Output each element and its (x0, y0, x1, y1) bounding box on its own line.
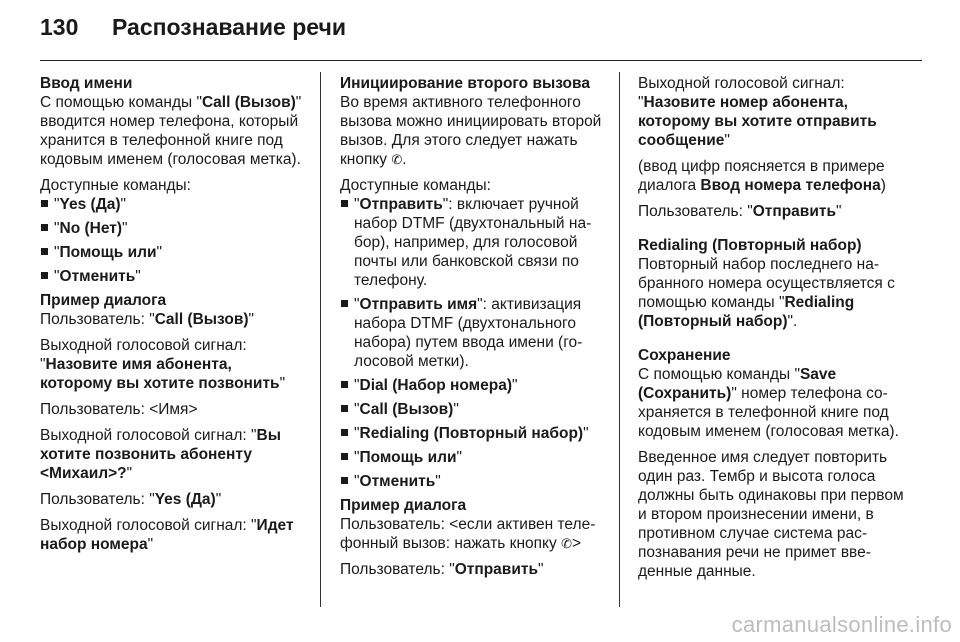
command-list (340, 195, 602, 491)
bullet-icon (341, 300, 348, 307)
available-commands-label: Доступные команды: (340, 177, 491, 194)
dialog-line: Пользователь: "Yes (Да)" (40, 491, 222, 508)
dialog-line: Пользователь: "Отправить" (638, 203, 842, 220)
bullet-icon (41, 272, 48, 279)
phone-icon: ✆ (561, 536, 572, 551)
heading-second-call: Инициирование второго вызова (340, 75, 590, 92)
list-item: "No (Нет)" (40, 219, 302, 238)
column-3 (638, 74, 908, 588)
dialog-line: Выходной голосовой сигнал: "Вы хотите позвонить абоненту <Михаил>?" (40, 427, 281, 482)
bullet-icon (41, 224, 48, 231)
column-divider (619, 72, 620, 607)
list-item: "Отменить" (340, 472, 602, 491)
watermark: carmanualsonline.info (731, 612, 952, 637)
bullet-icon (341, 429, 348, 436)
heading-save: Сохранение (638, 347, 731, 364)
list-item: "Call (Вызов)" (340, 400, 602, 419)
paragraph: Введенное имя следует повторить один раз. Тембр и высота голоса должны быть одинаковы при первом и втором произнесении имени, в противном случае система распознавания речи не примет введенные данные. (638, 449, 904, 580)
paragraph: Во время активного телефонного вызова можно инициировать второй вызов. Для этого следует нажать кнопку ✆. (340, 94, 602, 168)
bullet-icon (41, 248, 48, 255)
list-item: "Помощь или" (340, 448, 602, 467)
dialog-line: Выходной голосовой сигнал: "Назовите номер абонента, которому вы хотите отправить сообщение" (638, 75, 877, 149)
list-item: "Помощь или" (40, 243, 302, 262)
page-header (40, 14, 920, 54)
heading-dialog-example: Пример диалога (340, 497, 467, 514)
list-item: "Отправить": включает ручной набор DTMF (двухтональный набор), например, для голосовой почты или банковской связи по телефону. (340, 195, 602, 290)
bullet-icon (341, 453, 348, 460)
column-1 (40, 74, 302, 561)
column-2 (340, 74, 602, 586)
list-item: "Отправить имя": активизация набора DTMF (двухтонального набора) путем ввода имени (голосовой метки). (340, 295, 602, 371)
paragraph: Повторный набор последнего набранного номера осуществляется с помощью команды "Redialing (Повторный набор)". (638, 256, 895, 330)
available-commands-label: Доступные команды: (40, 177, 191, 194)
paragraph: С помощью команды "Save (Сохранить)" номер телефона сохраняется в телефонной книге под кодовым именем (голосовая метка). (638, 366, 899, 440)
page-number: 130 (40, 14, 79, 40)
bullet-icon (41, 200, 48, 207)
list-item: "Yes (Да)" (40, 195, 302, 214)
dialog-line: Пользователь: "Отправить" (340, 561, 544, 578)
column-divider (320, 72, 321, 607)
dialog-line: Пользователь: <Имя> (40, 401, 198, 418)
heading-name-input: Ввод имени (40, 75, 133, 92)
dialog-line: Пользователь: "Call (Вызов)" (40, 311, 255, 328)
heading-redial: Redialing (Повторный набор) (638, 237, 862, 254)
bullet-icon (341, 200, 348, 207)
list-item: "Redialing (Повторный набор)" (340, 424, 602, 443)
paragraph: С помощью команды "Call (Вызов)" вводится номер телефона, который хранится в телефонной книге под кодовым именем (голосовая метка). (40, 94, 302, 168)
chapter-title: Распознавание речи (112, 14, 346, 40)
bullet-icon (341, 381, 348, 388)
heading-dialog-example: Пример диалога (40, 292, 167, 309)
command-list (40, 195, 302, 286)
header-rule (40, 60, 922, 61)
list-item: "Dial (Набор номера)" (340, 376, 602, 395)
dialog-line: Выходной голосовой сигнал: "Назовите имя абонента, которому вы хотите позвонить" (40, 337, 286, 392)
phone-icon: ✆ (391, 152, 403, 167)
dialog-line: Пользователь: <если активен телефонный вызов: нажать кнопку ✆> (340, 516, 596, 552)
bullet-icon (341, 405, 348, 412)
bullet-icon (341, 477, 348, 484)
dialog-line: Выходной голосовой сигнал: "Идет набор номера" (40, 517, 294, 553)
list-item: "Отменить" (40, 267, 302, 286)
paragraph: (ввод цифр поясняется в примере диалога Ввод номера телефона) (638, 158, 886, 194)
